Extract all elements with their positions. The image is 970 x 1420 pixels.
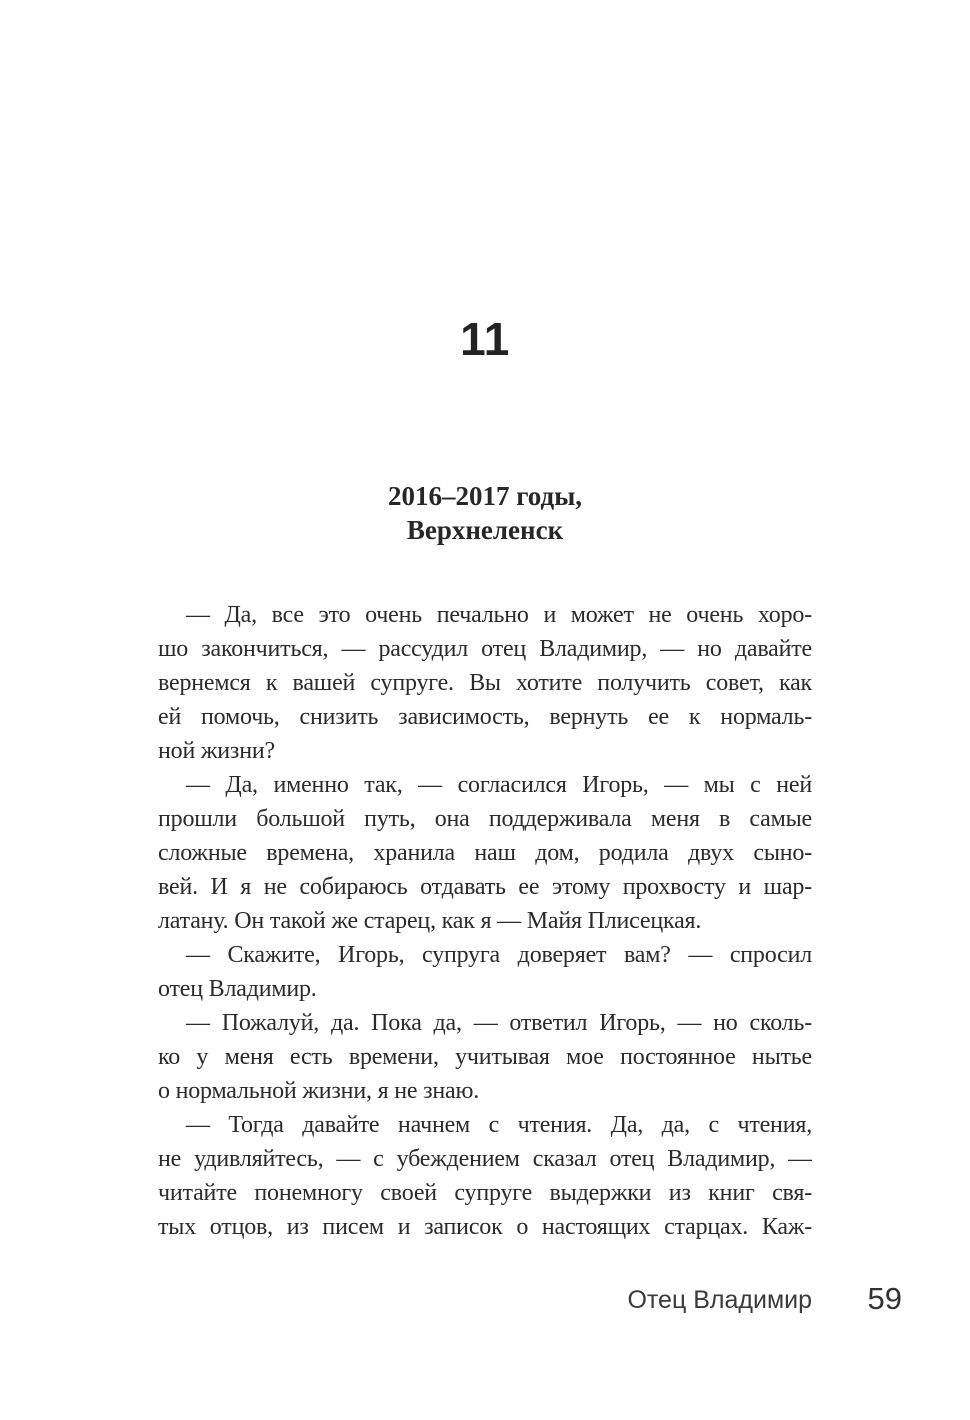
subtitle-line-2: Верхнеленск (406, 515, 564, 545)
text-line: ной жизни? (158, 738, 275, 764)
body-text (158, 598, 812, 1244)
text-line: вернемся к вашей супруге. Вы хотите получить совет, как (158, 670, 812, 696)
text-line: прошли большой путь, она поддерживала меня в самые (158, 806, 812, 832)
footer-running-title: Отец Владимир (627, 1286, 812, 1314)
text-line: — Да, все это очень печально и может не очень хоро- (186, 602, 812, 628)
text-line: ко у меня есть времени, учитывая мое постоянное нытье (158, 1044, 812, 1070)
text-line: ей помочь, снизить зависимость, вернуть ее к нормаль- (158, 704, 812, 730)
paragraph (158, 938, 812, 1006)
text-line: не удивляйтесь, — с убеждением сказал отец Владимир, — (158, 1146, 812, 1172)
text-line: тых отцов, из писем и записок о настоящих старцах. Каж- (158, 1214, 812, 1240)
text-line: — Скажите, Игорь, супруга доверяет вам? — спросил (186, 942, 812, 968)
paragraph (158, 1108, 812, 1244)
chapter-subtitle (0, 479, 970, 547)
text-line: вей. И я не собираюсь отдавать ее этому прохвосту и шар- (158, 874, 812, 900)
text-line: — Тогда давайте начнем с чтения. Да, да, с чтения, (186, 1112, 812, 1138)
text-line: о нормальной жизни, я не знаю. (158, 1078, 480, 1104)
paragraph (158, 1006, 812, 1108)
paragraph (158, 768, 812, 938)
text-line: читайте понемногу своей супруге выдержки из книг свя- (158, 1180, 812, 1206)
text-line: — Пожалуй, да. Пока да, — ответил Игорь, — но сколь- (186, 1010, 812, 1036)
paragraph (158, 598, 812, 768)
text-line: сложные времена, хранила наш дом, родила двух сыно- (158, 840, 812, 866)
text-line: латану. Он такой же старец, как я — Майя Плисецкая. (158, 908, 702, 934)
text-line: шо закончиться, — рассудил отец Владимир, — но давайте (158, 636, 812, 662)
chapter-number: 11 (460, 313, 510, 365)
footer-page-number: 59 (867, 1281, 902, 1316)
subtitle-line-1: 2016–2017 годы, (387, 481, 583, 511)
text-line: — Да, именно так, — согласился Игорь, — мы с ней (186, 772, 812, 798)
text-line: отец Владимир. (158, 976, 317, 1002)
